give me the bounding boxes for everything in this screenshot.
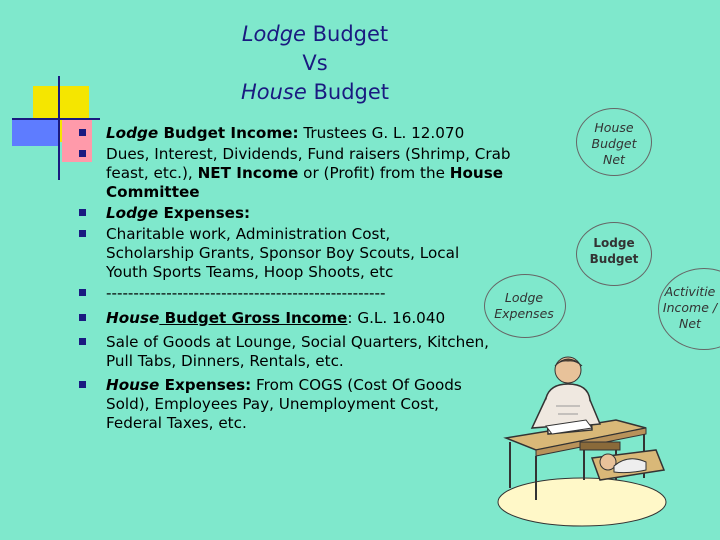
bullet-lodge-expenses: Lodge Expenses: [79, 204, 519, 223]
deco-vertical-line [58, 76, 60, 180]
lodge-budget-label: Lodge Budget [589, 236, 639, 266]
slide-title [200, 20, 430, 107]
title-budget-2: Budget [306, 80, 390, 104]
bullet-dues: Dues, Interest, Dividends, Fund raisers (Shrimp, Crab feast, etc.), NET Income or (Profit) from the House Committee [79, 145, 519, 202]
bullet-divider: --------------------------------------------------- [79, 284, 519, 303]
bullet-list [79, 124, 519, 433]
title-house: House [240, 80, 307, 104]
bullet-lodge-income: Lodge Budget Income: Trustees G. L. 12.070 [79, 124, 519, 143]
activities-label: Activitie Income / Net [662, 284, 718, 331]
bullet-square-icon [79, 129, 86, 136]
house-budget-net-label: House Budget Net [591, 120, 637, 167]
bullet-house-expenses: House Expenses: From COGS (Cost Of Goods Sold), Employees Pay, Unemployment Cost, Federal Taxes, etc. [79, 376, 519, 433]
title-lodge: Lodge [241, 22, 306, 46]
deco-blue-block [12, 120, 60, 146]
lodge-expenses-label: Lodge Expenses [494, 290, 554, 321]
title-vs: Vs [302, 51, 328, 75]
bullet-square-icon [79, 209, 86, 216]
deco-horizontal-line [12, 118, 100, 120]
accountant-at-desk-illustration [496, 350, 668, 530]
bullet-charitable: Charitable work, Administration Cost, Scholarship Grants, Sponsor Boy Scouts, Local Youth Sports Teams, Hoop Shoots, etc [79, 225, 519, 282]
bullet-square-icon [79, 338, 86, 345]
bullet-sale-of-goods: Sale of Goods at Lounge, Social Quarters, Kitchen, Pull Tabs, Dinners, Rentals, etc. [79, 333, 519, 371]
bullet-house-income: House Budget Gross Income: G.L. 16.040 [79, 309, 519, 328]
bullet-square-icon [79, 289, 86, 296]
title-budget-1: Budget [305, 22, 389, 46]
bullet-square-icon [79, 314, 86, 321]
bullet-square-icon [79, 381, 86, 388]
bullet-square-icon [79, 150, 86, 157]
bullet-square-icon [79, 230, 86, 237]
